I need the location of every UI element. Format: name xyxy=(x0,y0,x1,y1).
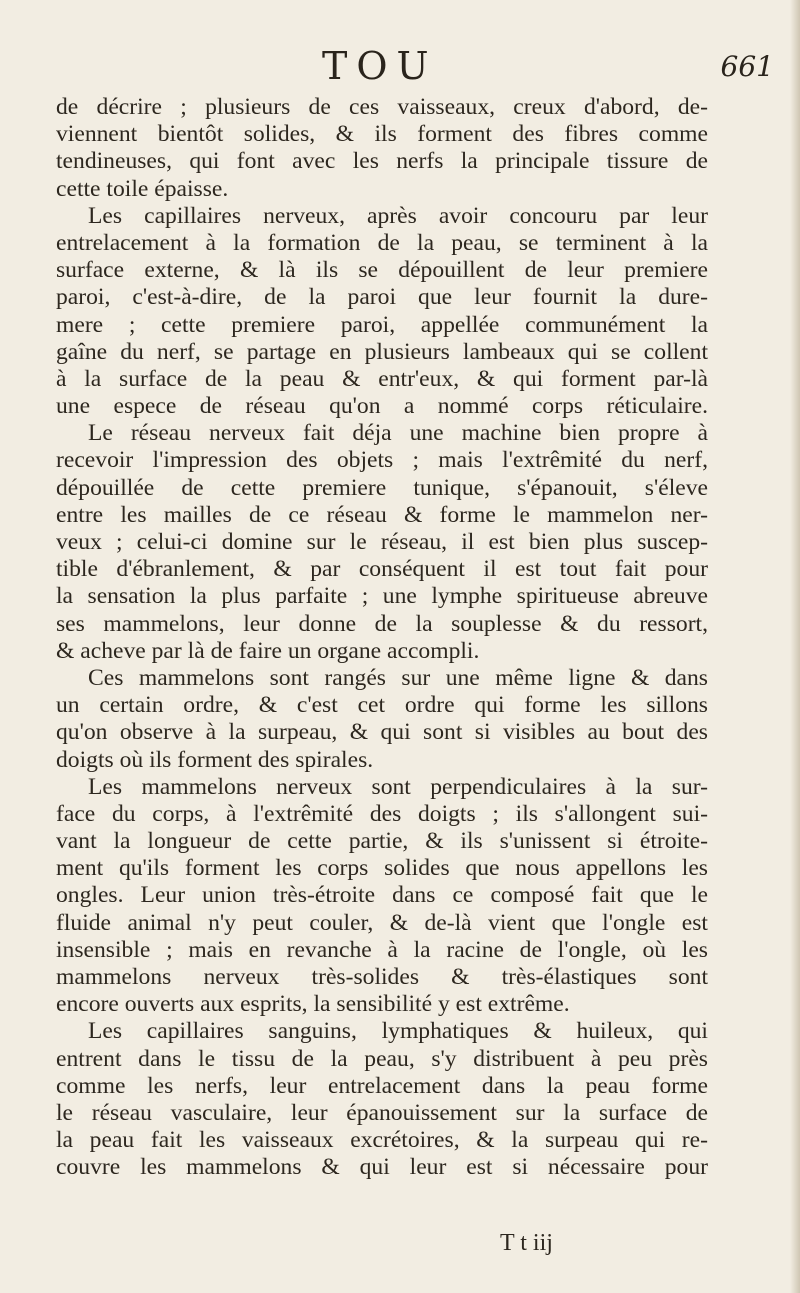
signature-mark: T t iij xyxy=(500,1230,553,1256)
text-line: comme les nerfs, leur entrelacement dans la peau forme xyxy=(56,1072,708,1099)
text-line: entre les mailles de ce réseau & forme le mammelon ner- xyxy=(56,501,708,528)
text-line: tendineuses, qui font avec les nerfs la principale tissure de xyxy=(56,148,708,175)
page-number: 661 xyxy=(720,50,774,83)
text-line: Le réseau nerveux fait déja une machine bien propre à xyxy=(88,420,708,447)
text-line: dépouillée de cette premiere tunique, s'épanouit, s'éleve xyxy=(56,474,708,501)
text-line: insensible ; mais en revanche à la racine de l'ongle, où les xyxy=(56,936,708,963)
text-line: Ces mammelons sont rangés sur une même ligne & dans xyxy=(88,664,708,691)
text-line: une espece de réseau qu'on a nommé corps réticulaire. xyxy=(56,393,708,420)
text-line: entrelacement à la formation de la peau, se terminent à la xyxy=(56,229,708,256)
running-head: TOU xyxy=(322,44,438,88)
text-line: qu'on observe à la surpeau, & qui sont si visibles au bout des xyxy=(56,719,708,746)
text-line: surface externe, & là ils se dépouillent de leur premiere xyxy=(56,257,708,284)
text-line: mammelons nerveux très-solides & très-élastiques sont xyxy=(56,964,708,990)
text-line: à la surface de la peau & entr'eux, & qui forment par-là xyxy=(56,365,708,392)
text-line: de décrire ; plusieurs de ces vaisseaux, creux d'abord, de- xyxy=(56,94,708,120)
text-line: viennent bientôt solides, & ils forment des fibres comme xyxy=(56,121,708,148)
body-text xyxy=(56,94,708,1182)
text-line: veux ; celui-ci domine sur le réseau, il est bien plus suscep- xyxy=(56,529,708,555)
text-line: la peau fait les vaisseaux excrétoires, & la surpeau qui re- xyxy=(56,1127,708,1154)
text-line: ongles. Leur union très-étroite dans ce composé fait que le xyxy=(56,882,708,909)
text-line: paroi, c'est-à-dire, de la paroi que leur fournit la dure- xyxy=(56,284,708,311)
text-line: cette toile épaisse. xyxy=(56,175,229,202)
page-header xyxy=(0,44,800,94)
text-line: Les capillaires nerveux, après avoir concouru par leur xyxy=(88,202,708,229)
text-line: & acheve par là de faire un organe accompli. xyxy=(56,637,480,664)
text-line: ses mammelons, leur donne de la souplesse & du ressort, xyxy=(56,610,708,637)
page-edge-shadow xyxy=(790,0,800,1293)
text-line: mere ; cette premiere paroi, appellée communément la xyxy=(56,311,708,338)
text-line: fluide animal n'y peut couler, & de-là vient que l'ongle est xyxy=(56,909,708,936)
text-line: gaîne du nerf, se partage en plusieurs lambeaux qui se collent xyxy=(56,338,708,365)
text-line: Les capillaires sanguins, lymphatiques & huileux, qui xyxy=(88,1018,708,1045)
text-line: tible d'ébranlement, & par conséquent il est tout fait pour xyxy=(56,556,708,583)
text-line: face du corps, à l'extrêmité des doigts ; ils s'allongent sui- xyxy=(56,800,708,827)
text-line: le réseau vasculaire, leur épanouissement sur la surface de xyxy=(56,1099,708,1126)
text-line: la sensation la plus parfaite ; une lymphe spiritueuse abreuve xyxy=(56,583,708,610)
text-line: entrent dans le tissu de la peau, s'y distribuent à peu près xyxy=(56,1045,708,1072)
text-line: encore ouverts aux esprits, la sensibilité y est extrême. xyxy=(56,991,570,1018)
text-line: un certain ordre, & c'est cet ordre qui forme les sillons xyxy=(56,692,708,719)
text-line: Les mammelons nerveux sont perpendiculaires à la sur- xyxy=(88,773,708,800)
text-line: ment qu'ils forment les corps solides que nous appellons les xyxy=(56,855,708,882)
text-line: vant la longueur de cette partie, & ils s'unissent si étroite- xyxy=(56,828,708,855)
text-line: recevoir l'impression des objets ; mais l'extrêmité du nerf, xyxy=(56,447,708,474)
text-line: couvre les mammelons & qui leur est si nécessaire pour xyxy=(56,1154,708,1181)
text-line: doigts où ils forment des spirales. xyxy=(56,746,374,773)
